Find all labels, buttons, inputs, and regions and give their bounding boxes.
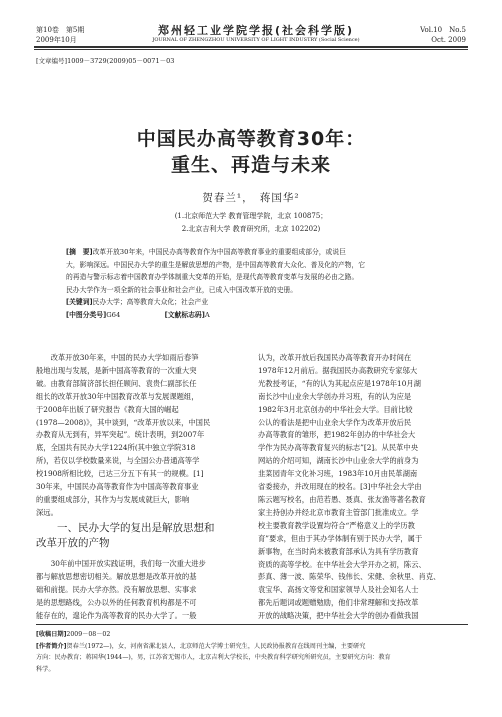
- body-line: 1978年12月前后。据我国民办高教研究专家邬大: [258, 365, 418, 375]
- body-line: 育”要求，但由于其办学体制有别于民办大学，属于: [258, 533, 423, 543]
- doc-code-label: [文献标志码]: [164, 310, 205, 319]
- body-line: (1978—2008)》，其中谈到，“改革开放以来，中国民: [36, 417, 211, 427]
- abstract-line: 民办大学作为一项全新的社会事业和社会产业，已成入中国改革开放的史册。: [66, 285, 298, 294]
- body-line: 深远。: [36, 507, 58, 517]
- body-line: 所)，若仅以学校数量来说，与全国公办普通高等学: [36, 456, 200, 466]
- clc-label: [中图分类号]: [66, 310, 107, 319]
- body-line: 省委接办，并改用现在的校名。[3]中华社会大学由: [258, 482, 422, 492]
- keywords-label: [关键词]: [66, 298, 93, 307]
- body-column-left-bottom: [36, 558, 248, 623]
- body-line: 组长的改革开放30年中国教育改革与发展课题组，: [36, 391, 199, 401]
- body-line: 般地出现与发展，是新中国高等教育的一次重大突: [36, 365, 197, 375]
- body-line: 30年来，中国民办高等教育作为中国高等教育事业: [36, 482, 199, 492]
- journal-title-cn: 郑州轻工业学院学报(社会科学版): [157, 24, 355, 37]
- journal-title-en: JOURNAL OF ZHENGZHOU UNIVERSITY OF LIGHT INDUSTRY (Social Science): [152, 37, 360, 43]
- body-line: 于2008年出版了研究报告《教育大国的崛起: [36, 404, 179, 414]
- body-line: 学作为民办高等教育复兴的标志”[2]。从民革中央: [258, 443, 419, 453]
- body-line: 韭菜园青年文化补习班，1983年10月由民革湖南: [258, 469, 418, 479]
- header-rule: [34, 46, 468, 48]
- abstract: [66, 246, 446, 322]
- issue-date: 2009年10月: [36, 36, 77, 44]
- body-line: 袁宝华、高扬文等党和国家领导人及社会知名人士: [258, 585, 419, 595]
- body-line: 都先后题词或题赠勉励，他们非常理解和支持改革: [258, 598, 419, 608]
- article-id: [文章编号]1009－3729(2009)05－0071－03: [36, 57, 175, 65]
- body-line: 办教育从无到有，异军突起”。统计表明，到2007年: [36, 430, 205, 440]
- bio-line: 方向：民办教育；蒋国华(1944—)，男，江苏省无锡市人，北京吉利大学校长，中央教育科学研究所研究员，主要研究方向：教育: [36, 654, 391, 661]
- bio-line: 贺春兰(1972—)，女，河南省漯北县人，北京师范大学博士研究生，人民政协报教育在线周刊主编，主要研究: [66, 642, 366, 650]
- body-line: 的重要组成部分，其作为与发展成就巨大，影响: [36, 494, 190, 504]
- body-line: 资质的高等学校。在中华社会大学开办之初，陈云、: [258, 559, 426, 569]
- body-line: 1982年3月北京创办的中华社会大学。目前比较: [258, 404, 413, 414]
- footnote-rule: [36, 624, 468, 625]
- body-line: 破。由教育部简济部长担任顾问、袁贵仁副部长任: [36, 378, 197, 388]
- body-line: 础和前提。民办大学亦然。没有解放思想、实事求: [36, 584, 197, 594]
- body-line: 网站的介绍可知，湖南长沙中山业余大学的前身为: [258, 456, 419, 466]
- section-heading-line: 一、民办大学的复出是解放思想和: [57, 522, 215, 534]
- abstract-label: [摘 要]: [66, 248, 93, 256]
- volume-issue-en: Vol.10 No.5: [420, 26, 466, 34]
- body-line: 南长沙中山业余大学创办并习班，有的认为应是: [258, 391, 412, 401]
- body-line: 校1908所相比较，已达三分五下有其一的规模。[1]: [36, 469, 204, 479]
- footnote: [36, 629, 468, 675]
- issue-date-en: Oct. 2009: [431, 36, 466, 44]
- volume-issue: 第10卷 第5期: [36, 26, 85, 34]
- body-line: 都与解放思想密切相关。解放思想是改革开放的基: [36, 571, 197, 581]
- body-line: 是的思想路线，公办以外的任何教育机构都是不可: [36, 597, 197, 607]
- abstract-line: 的再造与警示标志着中国教育办学体制重大变革的开始，是现代高等教育变革与发展的必由之路。: [66, 273, 359, 282]
- body-column-right: [258, 352, 470, 623]
- clc-code: G64: [106, 310, 121, 319]
- affiliation-2: 2.北京吉利大学 教育研究所，北京 102202): [181, 225, 321, 233]
- authors: 贺春兰¹， 蒋国华²: [202, 192, 300, 204]
- body-line: 彭真、薄一波、陈荣华、钱伟长、宋健、余秋里、肖克、: [258, 572, 441, 582]
- keywords: 民办大学；高等教育大众化；社会产业: [92, 298, 209, 307]
- body-line: 办高等教育的雏形，把1982年创办的中华社会大: [258, 430, 416, 440]
- affiliation-1: (1.北京师范大学 教育管理学院，北京 100875；: [174, 212, 328, 220]
- bio-label: [作者简介]: [36, 642, 67, 650]
- body-line: 新事物，在当时尚未被教育部承认为具有学历教育: [258, 546, 419, 556]
- article-title: 中国民办高等教育30年：: [136, 128, 366, 150]
- body-line: 认为，改革开放后我国民办高等教育开办时间在: [258, 353, 412, 362]
- section-heading: [36, 521, 248, 551]
- bio-line: 科学。: [36, 665, 55, 673]
- header-rule-thin: [34, 49, 468, 50]
- body-line: 校主要教育教学设置均符合“严格意义上的学历教: [258, 520, 415, 530]
- article-subtitle: 重生、再造与未来: [170, 154, 331, 176]
- body-line: 家主持创办并经北京市教育主管部门批准成立。学: [258, 507, 419, 517]
- body-line: 改革开放30年来，中国的民办大学如雨后春笋: [50, 353, 199, 362]
- body-line: 30年前中国开放实践证明，我们每一次重大进步: [50, 559, 206, 568]
- body-line: 陈云题写校名，由范若愚、聂真、张友渔等著名教育: [258, 494, 426, 504]
- body-column-left-top: [36, 352, 248, 520]
- body-line: 底，全国共有民办大学1224所(其中独立学院318: [36, 443, 196, 453]
- body-line: 能存在的，遑论作为高等教育的民办大学了。一般: [36, 610, 197, 620]
- abstract-line: 大，影响深远。中国民办大学的重生是解放思想的产物，是中国高等教育大众化、普及化的产物，它: [66, 260, 366, 269]
- abstract-line: 改革开放30年来，中国民办高等教育作为中国高等教育事业的重要组成部分，或说巨: [92, 248, 346, 256]
- body-line: 光教授考证，“有的认为其起点应是1978年10月湖: [258, 378, 421, 388]
- body-line: 开放的战略决策，把中华社会大学的创办看做我国: [258, 611, 419, 621]
- body-line: 公认的看法是把中山业余大学作为改革开放后民: [258, 417, 412, 427]
- doc-code: A: [204, 310, 210, 319]
- received-date: 2009－08－02: [66, 631, 111, 638]
- received-label: [收稿日期]: [36, 631, 67, 638]
- section-heading-line: 改革开放的产物: [36, 537, 110, 549]
